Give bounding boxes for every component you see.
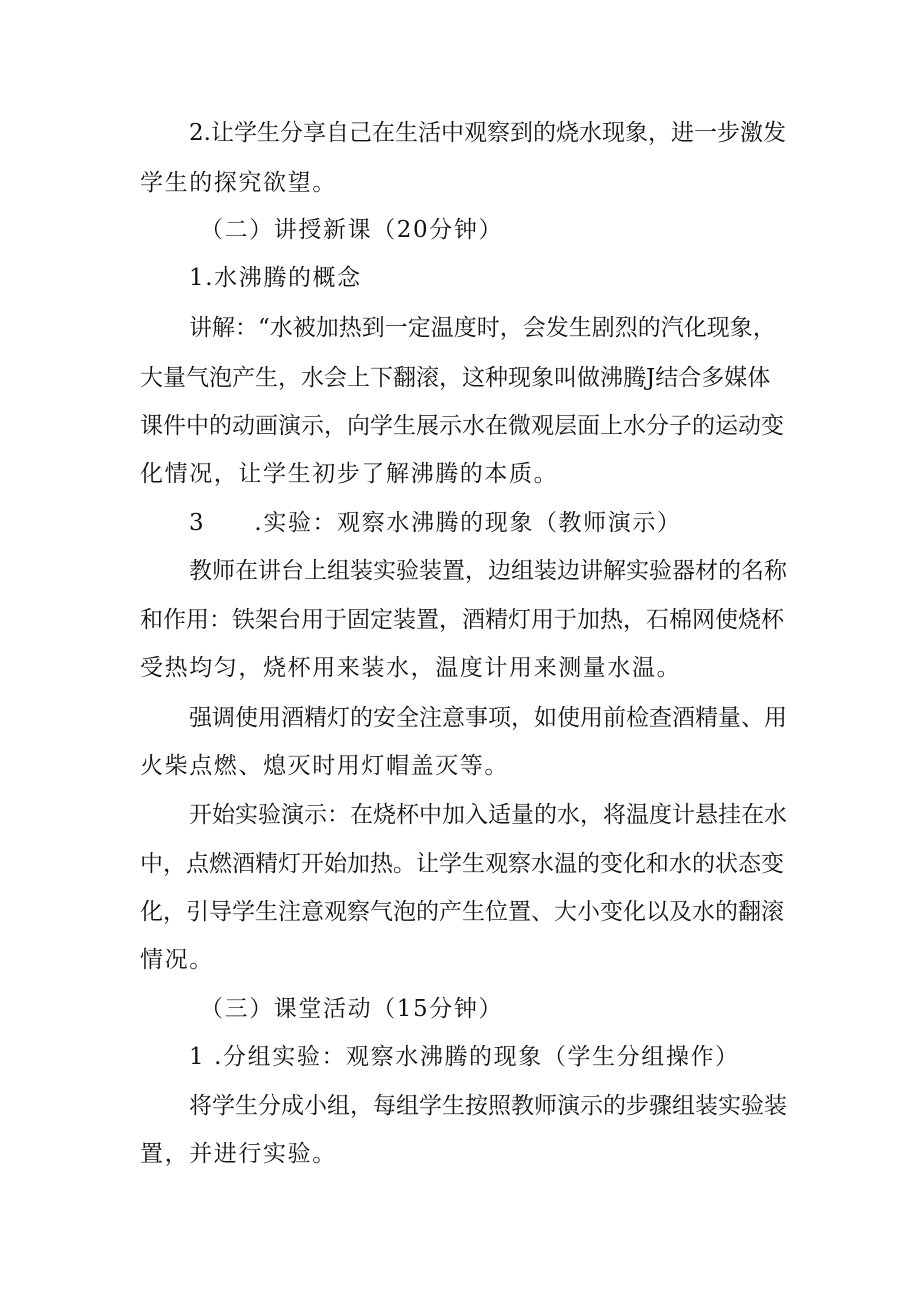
paragraph-line: 大量气泡产生，水会上下翻滚，这种现象叫做沸腾J结合多媒体 — [140, 365, 771, 391]
paragraph-line: 开始实验演示：在烧杯中加入适量的水，将温度计悬挂在水 — [189, 802, 787, 828]
paragraph-line: 化情况，让学生初步了解沸腾的本质。 — [140, 461, 559, 487]
paragraph-line: 情况。 — [140, 947, 214, 973]
paragraph-line: 化，引导学生注意观察气泡的产生位置、大小变化以及水的翻滚 — [140, 899, 784, 925]
subsection-heading: 1.水沸腾的概念 — [189, 265, 362, 291]
paragraph-line: 学生的探究欲望。 — [140, 170, 337, 196]
paragraph-line: 置，并进行实验。 — [140, 1141, 337, 1167]
paragraph-line: 课件中的动画演示，向学生展示水在微观层面上水分子的运动变 — [140, 413, 784, 439]
paragraph-line: 将学生分成小组，每组学生按照教师演示的步骤组装实验装 — [189, 1093, 787, 1119]
subsection-heading: 3 .实验：观察水沸腾的现象（教师演示） — [189, 510, 682, 536]
paragraph-line: 火柴点燃、熄灭时用灯帽盖灭等。 — [140, 753, 509, 779]
paragraph-line: 强调使用酒精灯的安全注意事项，如使用前检查酒精量、用 — [189, 705, 787, 731]
paragraph-line: 讲解：“水被加热到一定温度时，会发生剧烈的汽化现象， — [189, 315, 776, 341]
paragraph-line: 受热均匀，烧杯用来装水，温度计用来测量水温。 — [140, 655, 682, 681]
section-heading: （二）讲授新课（20分钟） — [200, 217, 504, 243]
paragraph-line: 2.让学生分享自己在生活中观察到的烧水现象，进一步激发 — [189, 120, 786, 146]
paragraph-line: 教师在讲台上组装实验装置，边组装边讲解实验器材的名称 — [189, 558, 787, 584]
section-heading: （三）课堂活动（15分钟） — [200, 996, 504, 1022]
paragraph-line: 和作用：铁架台用于固定装置，酒精灯用于加热，石棉网使烧杯 — [140, 607, 784, 633]
subsection-heading: 1 .分组实验：观察水沸腾的现象（学生分组操作） — [189, 1044, 740, 1070]
paragraph-line: 中，点燃酒精灯开始加热。让学生观察水温的变化和水的状态变 — [140, 851, 784, 877]
